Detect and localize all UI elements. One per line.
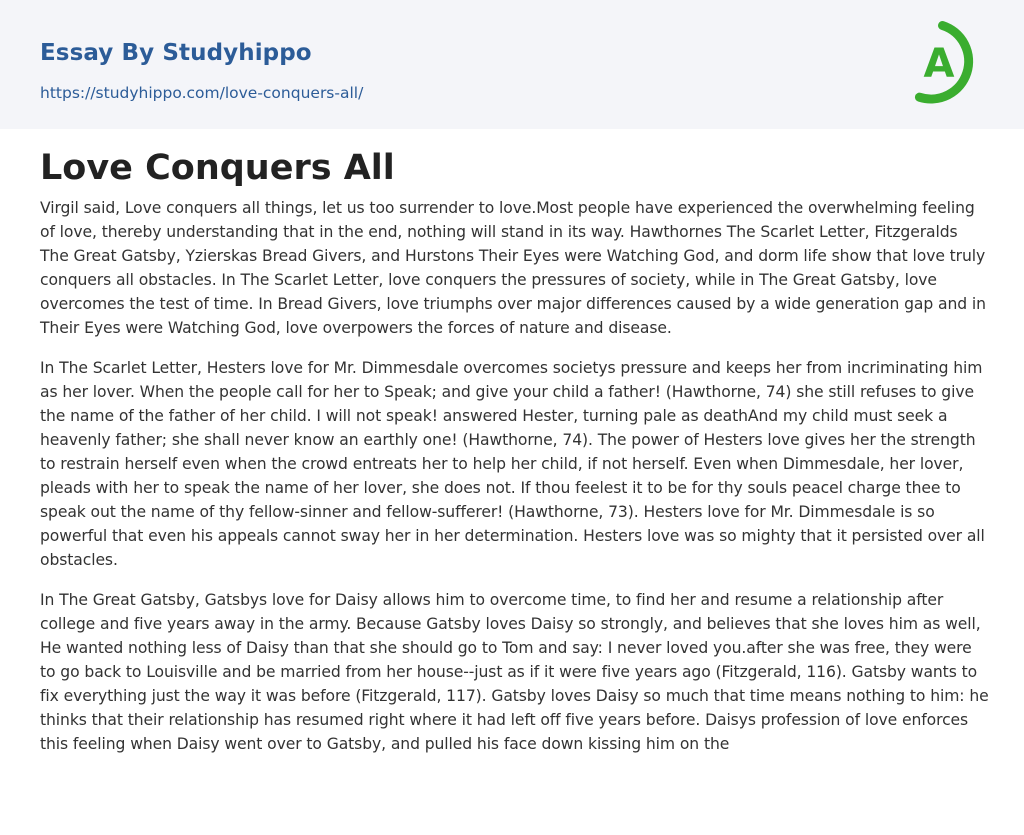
article-url-link[interactable]: https://studyhippo.com/love-conquers-all/ [40,84,364,102]
article-paragraph: In The Great Gatsby, Gatsbys love for Daisy allows him to overcome time, to find her and resume a relationship after college and five years away in the army. Because Gatsby loves Daisy so strongly, and believes that she loves him as well, He wanted nothing less of Daisy than that she should go to Tom and say: I never loved you.after she was free, they were to go back to Louisville and be married from her house--just as if it were five years ago (Fitzgerald, 116). Gatsby wants to fix everything just the way it was before (Fitzgerald, 117). Gatsby loves Daisy so much that time means nothing to him: he thinks that their relationship has resumed right where it had left off five years before. Daisys profession of love enforces this feeling when Daisy went over to Gatsby, and pulled his face down kissing him on the [40,591,989,753]
site-header [0,0,1024,129]
studyhippo-logo-icon[interactable] [913,19,987,105]
article-paragraph: In The Scarlet Letter, Hesters love for Mr. Dimmesdale overcomes societys pressure and keeps her from incriminating him as her lover. When the people call for her to Speak; and give your child a father! (Hawthorne, 74) she still refuses to give the name of the father of her child. I will not speak! answered Hester, turning pale as deathAnd my child must seek a heavenly father; she shall never know an earthly one! (Hawthorne, 74). The power of Hesters love gives her the strength to restrain herself even when the crowd entreats her to help her child, if not herself. Even when Dimmesdale, her lover, pleads with her to speak the name of her lover, she does not. If thou feelest it to be for thy souls peacel charge thee to speak out the name of thy fellow-sinner and fellow-sufferer! (Hawthorne, 73). Hesters love for Mr. Dimmesdale is so powerful that even his appeals cannot sway her in her determination. Hesters love was so mighty that it persisted over all obstacles. [40,359,985,569]
article-content [40,148,990,772]
article-paragraph: Virgil said, Love conquers all things, let us too surrender to love.Most people have experienced the overwhelming feeling of love, thereby understanding that in the end, nothing will stand in its way. Hawthornes The Scarlet Letter, Fitzgeralds The Great Gatsby, Yzierskas Bread Givers, and Hurstons Their Eyes were Watching God, and dorm life show that love truly conquers all obstacles. In The Scarlet Letter, love conquers the pressures of society, while in The Great Gatsby, love overcomes the test of time. In Bread Givers, love triumphs over major differences caused by a wide generation gap and in Their Eyes were Watching God, love overpowers the forces of nature and disease. [40,199,986,337]
logo-letter: A [923,41,955,87]
brand-title[interactable]: Essay By Studyhippo [40,40,312,66]
article-title: Love Conquers All [40,148,395,188]
